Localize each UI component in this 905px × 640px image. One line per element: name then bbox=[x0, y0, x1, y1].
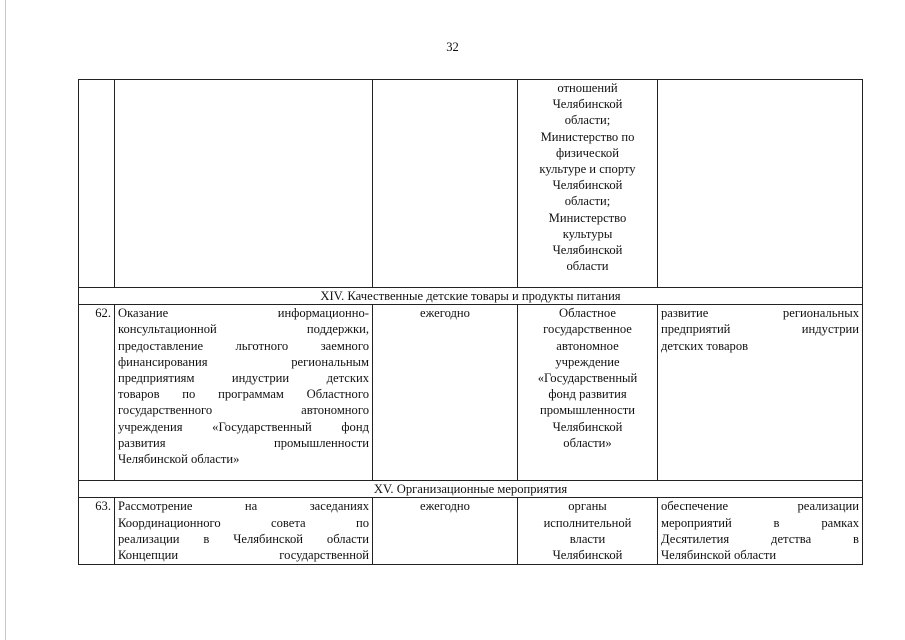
cell-result bbox=[658, 305, 863, 481]
executor-line: учреждение bbox=[555, 354, 620, 369]
executor-line: исполнительной bbox=[543, 515, 632, 530]
executor-line: Министерство bbox=[548, 210, 627, 225]
cell-executor bbox=[518, 498, 658, 565]
executor-line: Челябинской bbox=[552, 548, 623, 563]
cell-period: ежегодно bbox=[373, 305, 518, 481]
executor-line: промышленности bbox=[539, 403, 636, 418]
result-line: мероприятий в рамках bbox=[661, 515, 859, 530]
executor-line: области» bbox=[563, 435, 612, 450]
name-line: предоставление льготного заемного bbox=[118, 338, 369, 353]
result-line: Десятилетия детства в bbox=[661, 531, 859, 546]
name-line: консультационной поддержки, bbox=[118, 322, 369, 337]
cell-period: ежегодно bbox=[373, 498, 518, 565]
section-row-xiv bbox=[79, 288, 863, 305]
name-line: Рассмотрение на заседаниях bbox=[118, 499, 369, 514]
cell-result bbox=[658, 498, 863, 565]
executor-line: Челябинской bbox=[552, 243, 623, 258]
result-line: Челябинской области bbox=[661, 548, 777, 563]
name-line: развития промышленности bbox=[118, 435, 369, 450]
executor-line: отношений bbox=[557, 81, 618, 95]
table-row-63 bbox=[79, 498, 863, 565]
name-line: реализации в Челябинской области bbox=[118, 531, 369, 546]
executor-line: государственное bbox=[543, 322, 632, 337]
executor-line: области bbox=[566, 259, 609, 274]
executor-line: автономное bbox=[556, 338, 619, 353]
cell-number bbox=[79, 80, 115, 288]
executor-line: Челябинской bbox=[552, 419, 623, 434]
executor-line: Областное bbox=[559, 306, 616, 321]
page-number: 32 bbox=[446, 40, 459, 54]
name-line: предприятиям индустрии детских bbox=[118, 371, 369, 386]
executor-line: Челябинской bbox=[552, 97, 623, 112]
executor-line: Министерство по bbox=[540, 129, 635, 144]
executor-line: Челябинской bbox=[552, 178, 623, 193]
executor-line: культуре и спорту bbox=[539, 162, 636, 177]
result-line: развитие региональных bbox=[661, 306, 859, 321]
name-line: Оказание информационно- bbox=[118, 306, 369, 321]
name-line: финансирования региональным bbox=[118, 354, 369, 369]
name-line: государственного автономного bbox=[118, 403, 369, 418]
page-left-edge bbox=[5, 0, 6, 640]
name-line: учреждения «Государственный фонд bbox=[118, 419, 369, 434]
name-line: Концепции государственной bbox=[118, 548, 369, 563]
executor-line: органы bbox=[568, 499, 607, 514]
section-row-xv bbox=[79, 481, 863, 498]
executor-line: области; bbox=[564, 194, 611, 209]
section-title: XIV. Качественные детские товары и продукты питания bbox=[79, 288, 863, 305]
cell-name bbox=[115, 498, 373, 565]
executor-line: области; bbox=[564, 113, 611, 128]
cell-executor bbox=[518, 305, 658, 481]
section-title: XV. Организационные мероприятия bbox=[79, 481, 863, 498]
executor-line: культуры bbox=[562, 226, 613, 241]
cell-executor bbox=[518, 80, 658, 288]
executor-line: фонд развития bbox=[548, 387, 627, 402]
name-line: Координационного совета по bbox=[118, 515, 369, 530]
result-line: детских товаров bbox=[661, 338, 749, 353]
cell-period bbox=[373, 80, 518, 288]
cell-number: 63. bbox=[79, 498, 115, 565]
name-line: товаров по программам Областного bbox=[118, 387, 369, 402]
name-line: Челябинской области» bbox=[118, 452, 240, 467]
result-line: предприятий индустрии bbox=[661, 322, 859, 337]
table-row-62 bbox=[79, 305, 863, 481]
executor-line: «Государственный bbox=[537, 371, 638, 386]
result-line: обеспечение реализации bbox=[661, 499, 859, 514]
cell-number: 62. bbox=[79, 305, 115, 481]
executor-line: власти bbox=[569, 531, 606, 546]
cell-name bbox=[115, 80, 373, 288]
cell-result bbox=[658, 80, 863, 288]
measures-table bbox=[78, 79, 863, 565]
executor-line: физической bbox=[556, 145, 619, 160]
table-row-continuation bbox=[79, 80, 863, 288]
cell-name bbox=[115, 305, 373, 481]
